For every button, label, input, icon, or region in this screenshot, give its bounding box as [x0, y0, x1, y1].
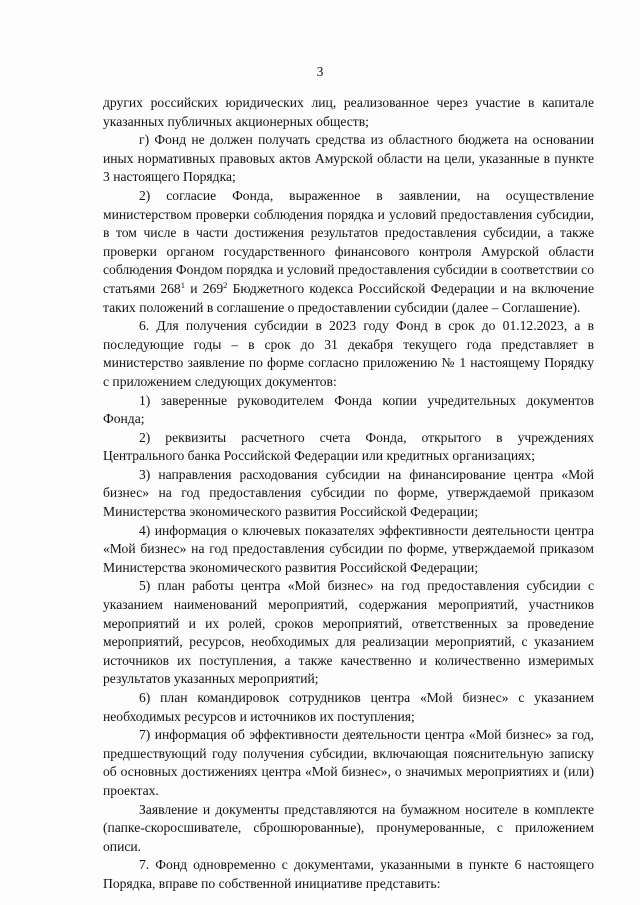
- list-item-4: 4) информация о ключевых показателях эффективности деятельности центра «Мой бизнес» на год предоставления субсидии по форме, утверждаемой приказом Министерства экономического развития Российской Федерации;: [103, 522, 594, 575]
- paragraph-section-7: 7. Фонд одновременно с документами, указанными в пункте 6 настоящего Порядка, вправе по собственной инициативе представить:: [103, 857, 594, 891]
- paragraph-continuation: других российских юридических лиц, реализованное через участие в капитале указанных публичных акционерных обществ;: [103, 95, 594, 129]
- list-item-6: 6) план командировок сотрудников центра «Мой бизнес» с указанием необходимых ресурсов и источников их поступления;: [103, 690, 594, 724]
- paragraph-item-2-text-c: Бюджетного кодекса Российской Федерации и на включение таких положений в соглашение о предоставлении субсидии (далее – Соглашение).: [103, 280, 594, 315]
- paragraph-item-g: г) Фонд не должен получать средства из областного бюджета на основании иных нормативных правовых актов Амурской области на цели, указанные в пункте 3 настоящего Порядка;: [103, 132, 594, 185]
- list-item-2: 2) реквизиты расчетного счета Фонда, открытого в учреждениях Центрального банка Российской Федерации или кредитных организациях;: [103, 429, 594, 464]
- paragraph-section-6: 6. Для получения субсидии в 2023 году Фонд в срок до 01.12.2023, а в последующие годы – в срок до 31 декабря текущего года представляет в министерство заявление по форме согласно приложению № 1 настоящему Порядку с приложением следующих документов:: [103, 318, 594, 389]
- paragraph-item-2-consent: [103, 187, 594, 317]
- list-item-3: 3) направления расходования субсидии на финансирование центра «Мой бизнес» на год предоставления субсидии по форме, утверждаемой приказом Министерства экономического развития Российской Федерации;: [103, 466, 594, 520]
- list-item-7: 7) информация об эффективности деятельности центра «Мой бизнес» за год, предшествующий году получения субсидии, включающая пояснительную записку об основных достижениях центра «Мой бизнес», о значимых мероприятиях и (или) проектах.: [103, 727, 594, 798]
- document-body: [103, 94, 594, 894]
- paragraph-item-2-text-b: и 269: [184, 280, 224, 296]
- article-superscript-2: 2: [223, 279, 228, 290]
- page-number: 3: [316, 64, 324, 79]
- paragraph-item-2-text-a: 2) согласие Фонда, выраженное в заявлении, на осуществление министерством проверки соблюдения порядка и условий предоставления субсидии, в том числе в части достижения результатов предоставления субсидии, а также проверки органом государственного финансового контроля Амурской области соблюдения Фондом порядка и условий предоставления субсидии в соответствии со статьями 268: [103, 187, 594, 296]
- paragraph-submission-note: Заявление и документы представляются на бумажном носителе в комплекте (папке-скоросшивателе, сброшюрованные), пронумерованные, с приложением описи.: [103, 801, 594, 854]
- article-superscript-1: 1: [180, 279, 185, 290]
- list-item-1: 1) заверенные руководителем Фонда копии учредительных документов Фонда;: [103, 392, 594, 427]
- list-item-5: 5) план работы центра «Мой бизнес» на год предоставления субсидии с указанием наименований мероприятий, содержания мероприятий, участников мероприятий и их ролей, сроков мероприятий, ответственных за проведение мероприятий, ресурсов, необходимых для реализации мероприятий, с указанием источников их поступления, а также качественно и количественно измеримых результатов указанных мероприятий;: [103, 578, 594, 687]
